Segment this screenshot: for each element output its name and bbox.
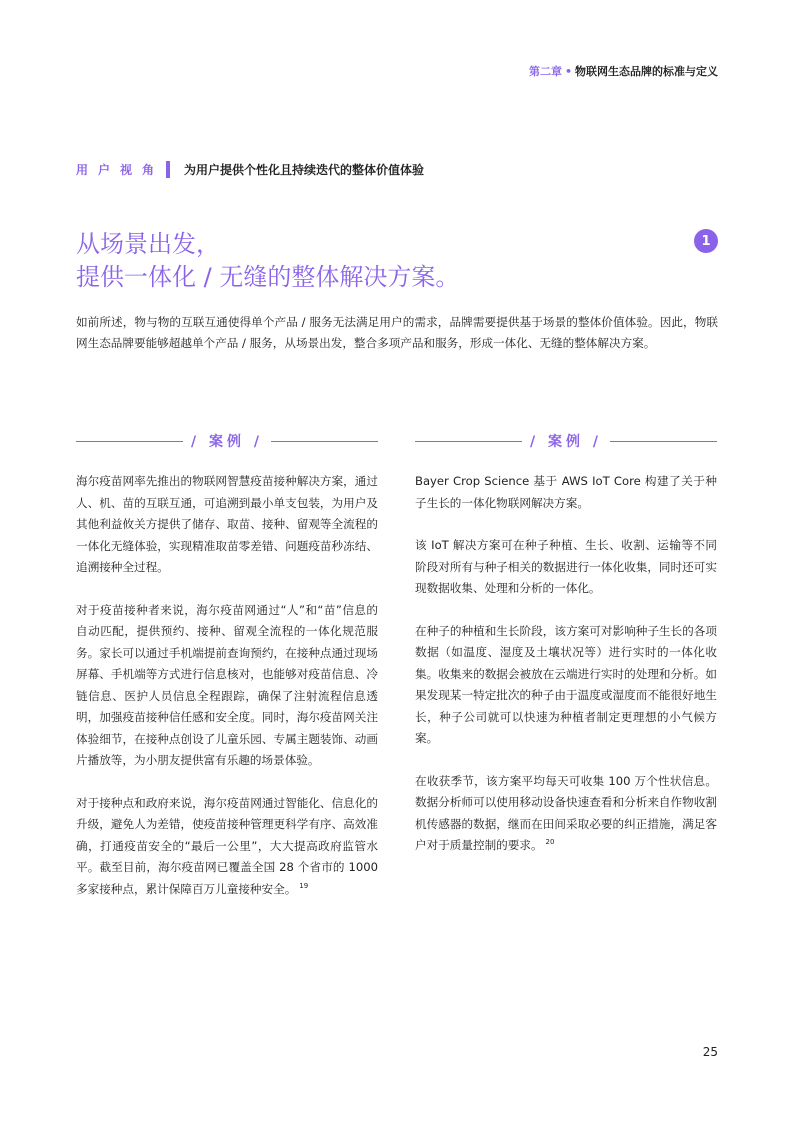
- case-paragraph-text: 在收获季节，该方案平均每天可收集 100 万个性状信息。数据分析师可以使用移动设备快速查看和分析来自作物收割机传感器的数据，继而在田间采取必要的纠正措施，满足客户对于质量控制的要求。: [415, 773, 717, 852]
- chapter-separator: •: [564, 65, 572, 78]
- left-case-column: [76, 471, 378, 921]
- footnote-marker: 20: [545, 838, 555, 847]
- case-paragraph: 在种子的种植和生长阶段，该方案可对影响种子生长的各项数据（如温度、湿度及土壤状况等）进行实时的一体化收集。收集来的数据会被放在云端进行实时的处理和分析。如果发现某一特定批次的种子由于温度或湿度而不能很好地生长，种子公司就可以快速为种植者制定更理想的小气候方案。: [415, 623, 717, 745]
- chapter-header: [529, 63, 718, 79]
- case-paragraph-with-footnote: [76, 793, 378, 901]
- case-heading-right: [415, 431, 717, 451]
- case-rule-right: [271, 441, 378, 442]
- perspective-divider: [166, 161, 170, 178]
- case-heading-left: [76, 431, 378, 451]
- section-number-badge: 1: [694, 229, 718, 253]
- case-rule-right: [610, 441, 717, 442]
- page-number: 25: [702, 1045, 718, 1059]
- chapter-title: 物联网生态品牌的标准与定义: [575, 65, 718, 78]
- headline-line-2: 提供一体化 / 无缝的整体解决方案。: [76, 263, 460, 291]
- perspective-label: 用户视角: [76, 162, 165, 177]
- intro-paragraph: 如前所述，物与物的互联互通使得单个产品 / 服务无法满足用户的需求，品牌需要提供基于场景的整体价值体验。因此，物联网生态品牌要能够超越单个产品 / 服务，从场景出发，整合多项产品和服务，形成一体化、无缝的整体解决方案。: [76, 315, 718, 350]
- case-rule-left: [76, 441, 183, 442]
- chapter-number: 第二章: [528, 65, 562, 78]
- case-paragraph: Bayer Crop Science 基于 AWS IoT Core 构建了关于种子生长的一体化物联网解决方案。: [415, 474, 717, 510]
- right-case-column: [415, 471, 717, 878]
- case-rule-left: [415, 441, 522, 442]
- perspective-heading: [76, 160, 424, 178]
- footnote-marker: 19: [299, 881, 309, 890]
- case-paragraph: 海尔疫苗网率先推出的物联网智慧疫苗接种解决方案，通过人、机、苗的互联互通，可追溯到最小单支包装，为用户及其他利益攸关方提供了储存、取苗、接种、留观等全流程的一体化无缝体验，实现精准取苗零差错、问题疫苗秒冻结、追溯接种全过程。: [76, 474, 378, 574]
- perspective-subtitle: 为用户提供个性化且持续迭代的整体价值体验: [184, 162, 425, 177]
- case-label-right: / 案例 /: [530, 434, 602, 450]
- case-paragraph: 对于疫苗接种者来说，海尔疫苗网通过“人”和“苗”信息的自动匹配，提供预约、接种、留观全流程的一体化规范服务。家长可以通过手机端提前查询预约，在接种点通过现场屏幕、手机端等方式进行信息核对，也能够对疫苗信息、冷链信息、医护人员信息全程跟踪，确保了注射流程信息透明，加强疫苗接种信任感和安全度。同时，海尔疫苗网关注体验细节，在接种点创设了儿童乐园、专属主题装饰、动画片播放等，为小朋友提供富有乐趣的场景体验。: [76, 602, 378, 767]
- case-label-left: / 案例 /: [191, 434, 263, 450]
- headline-line-1: 从场景出发，: [76, 230, 220, 258]
- case-paragraph: 该 IoT 解决方案可在种子种植、生长、收割、运输等不同阶段对所有与种子相关的数据进行一体化收集，同时还可实现数据收集、处理和分析的一体化。: [415, 538, 717, 595]
- section-headline: [76, 228, 459, 294]
- case-paragraph-text: 对于接种点和政府来说，海尔疫苗网通过智能化、信息化的升级，避免人为差错，使疫苗接种管理更科学有序、高效准确，打通疫苗安全的“最后一公里”，大大提高政府监管水平。截至目前，海尔疫苗网已覆盖全国 28 个省市的 1000 多家接种点，累计保障百万儿童接种安全。: [76, 795, 378, 896]
- case-paragraph-with-footnote: [415, 771, 717, 857]
